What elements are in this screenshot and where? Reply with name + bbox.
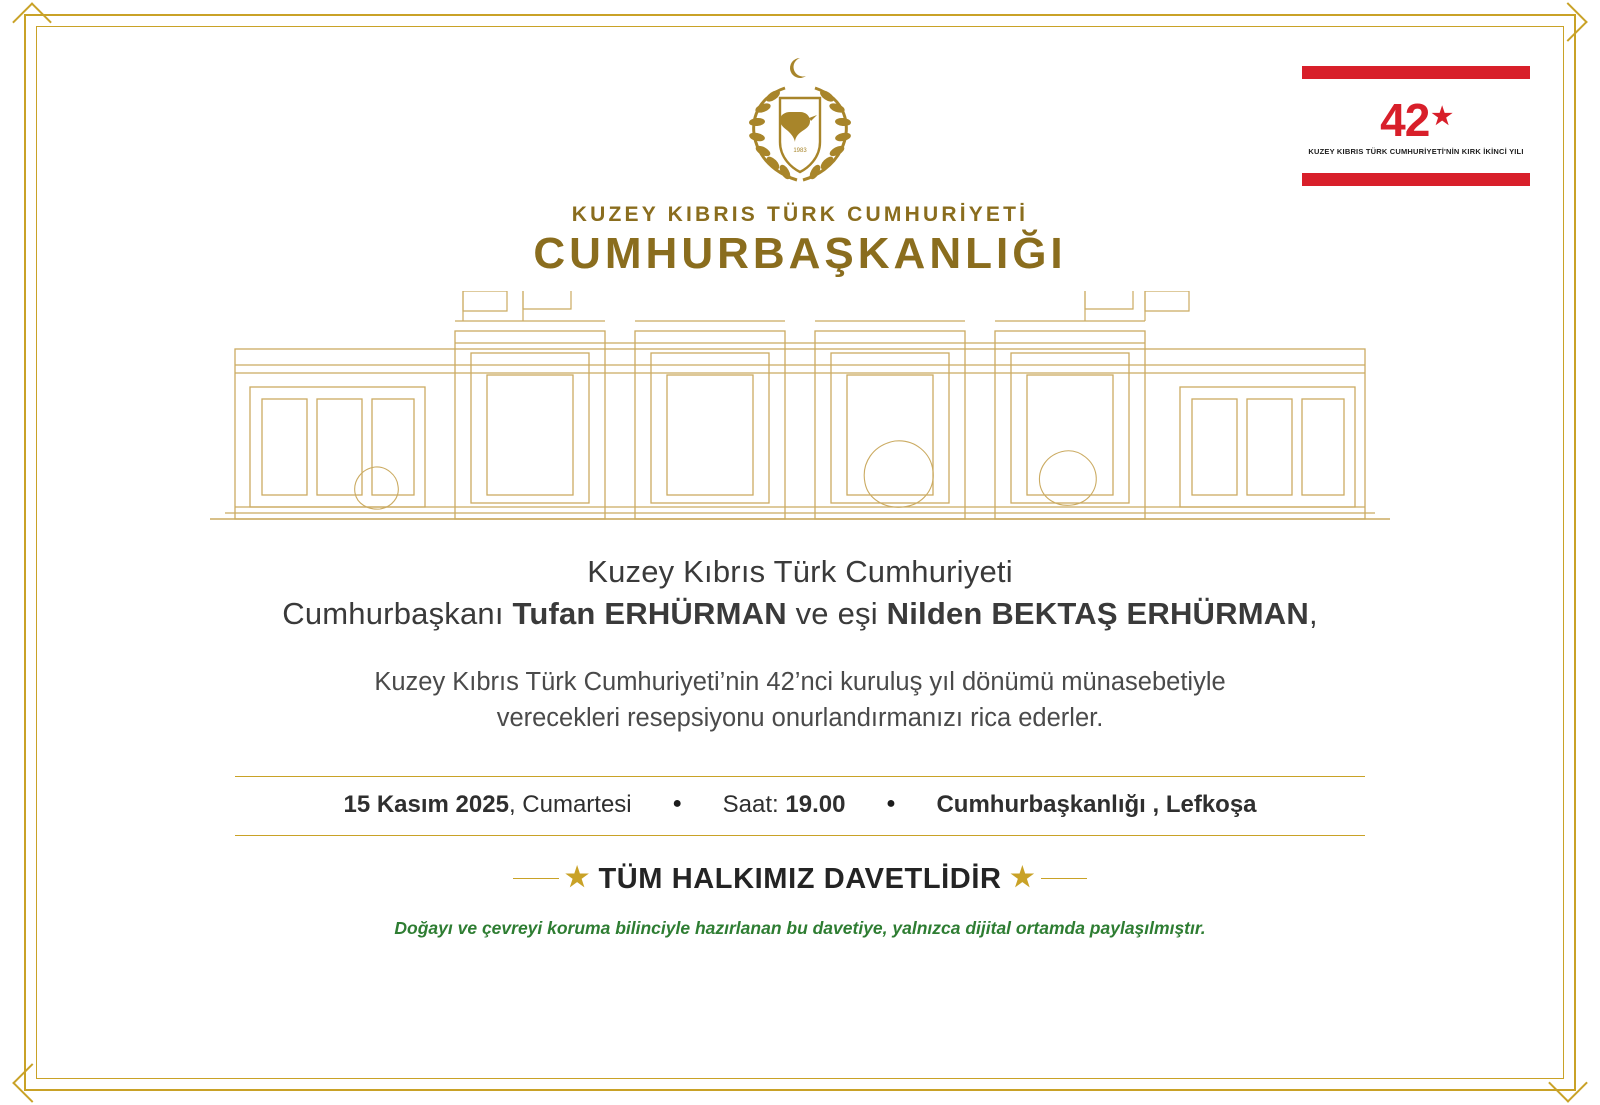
banner-star-right-icon: ★ bbox=[1010, 862, 1036, 893]
organization-line-1: KUZEY KIBRIS TÜRK CUMHURİYETİ bbox=[571, 203, 1029, 226]
invitation-body bbox=[60, 664, 1540, 736]
eco-note: Doğayı ve çevreyi koruma bilinciyle hazırlanan bu davetiye, yalnızca dijital ortamda paylaşılmıştır. bbox=[394, 918, 1206, 939]
host-block bbox=[60, 553, 1540, 634]
banner-rule-left bbox=[513, 878, 559, 880]
event-time-label: Saat: bbox=[722, 791, 786, 819]
kktc-state-emblem-icon bbox=[725, 52, 875, 197]
event-day: , Cumartesi bbox=[508, 791, 632, 819]
all-invited-banner bbox=[60, 862, 1540, 896]
host-title-prefix: Cumhurbaşkanı bbox=[282, 595, 513, 631]
presidency-building-icon bbox=[60, 291, 1540, 543]
banner-star-left-icon: ★ bbox=[564, 862, 590, 893]
organization-line-2: CUMHURBAŞKANLIĞI bbox=[533, 229, 1067, 278]
event-time-value: 19.00 bbox=[785, 791, 846, 819]
anniversary-logo-body bbox=[1302, 79, 1530, 173]
anniversary-logo bbox=[1302, 66, 1530, 186]
host-president-name: Tufan ERHÜRMAN bbox=[512, 595, 787, 631]
details-separator-1: ● bbox=[672, 795, 682, 813]
svg-text:1983: 1983 bbox=[793, 148, 807, 154]
anniversary-number bbox=[1380, 93, 1452, 146]
invitation-body-line-2: verecekleri resepsiyonu onurlandırmanızı rica ederler. bbox=[496, 704, 1104, 733]
card-content bbox=[60, 40, 1540, 1065]
details-separator-2: ● bbox=[886, 795, 896, 813]
anniversary-logo-top-bar bbox=[1302, 66, 1530, 79]
host-country: Kuzey Kıbrıs Türk Cumhuriyeti bbox=[587, 554, 1013, 589]
all-invited-text: TÜM HALKIMIZ DAVETLİDİR bbox=[598, 863, 1002, 896]
event-date bbox=[343, 791, 631, 818]
anniversary-number-value: 42 bbox=[1380, 93, 1430, 146]
host-conjunction: ve eşi bbox=[786, 595, 887, 631]
event-place: Cumhurbaşkanlığı , Lefkoşa bbox=[936, 791, 1257, 819]
event-time bbox=[723, 791, 846, 818]
anniversary-logo-bottom-bar bbox=[1302, 173, 1530, 186]
anniversary-caption: KUZEY KIBRIS TÜRK CUMHURİYETİ'NİN KIRK İKİNCİ YILI bbox=[1308, 146, 1524, 156]
anniversary-star-icon: ★ bbox=[1431, 102, 1452, 130]
host-spouse-name: Nilden BEKTAŞ ERHÜRMAN bbox=[886, 595, 1309, 631]
event-details bbox=[235, 776, 1365, 836]
event-date-value: 15 Kasım 2025 bbox=[343, 791, 509, 819]
host-suffix: , bbox=[1308, 595, 1318, 631]
invitation-body-line-1: Kuzey Kıbrıs Türk Cumhuriyeti’nin 42’nci kuruluş yıl dönümü münasebetiyle bbox=[374, 668, 1226, 697]
banner-rule-right bbox=[1041, 878, 1087, 880]
host-names bbox=[60, 594, 1540, 634]
